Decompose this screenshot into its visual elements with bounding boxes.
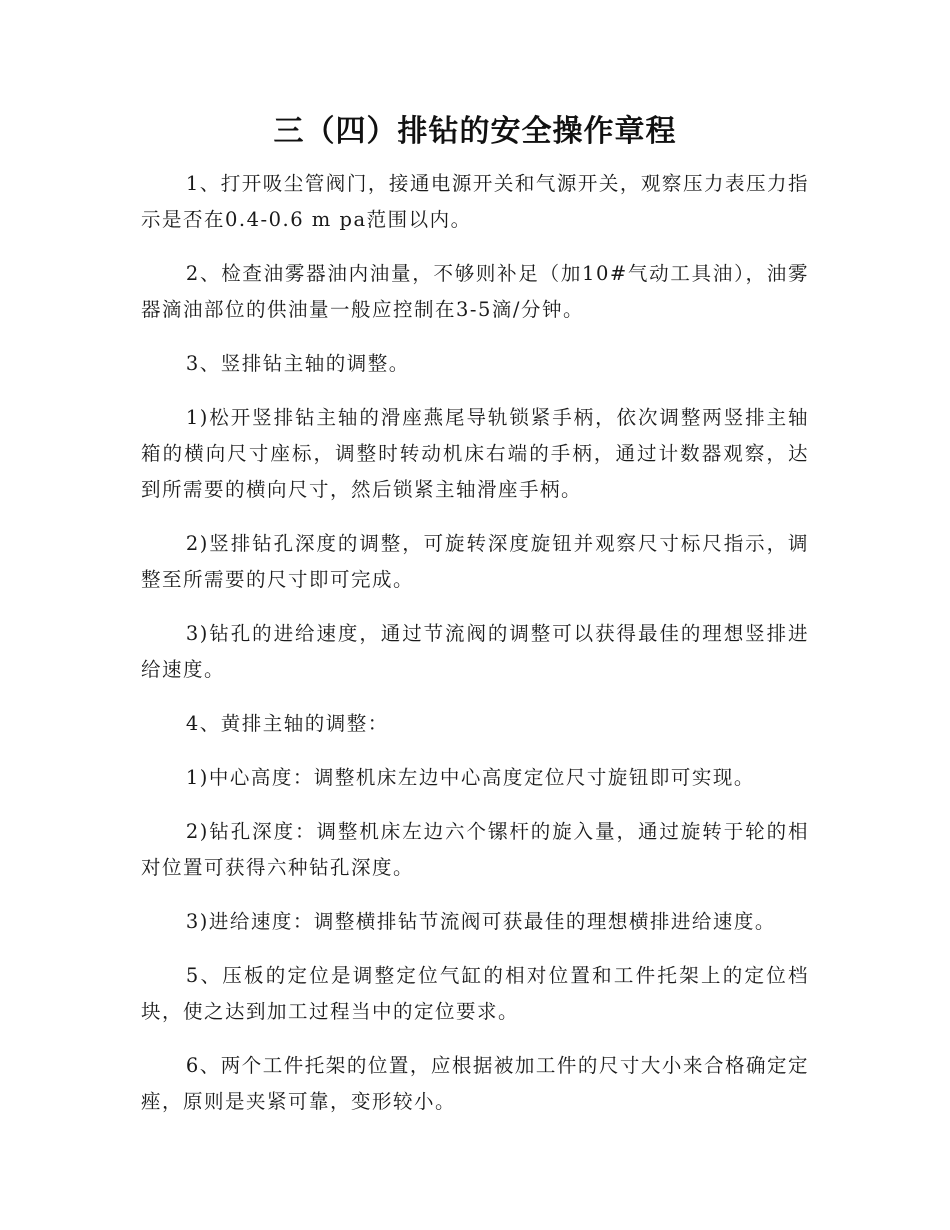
document-body [141,166,809,1138]
paragraph-4: 1)松开竖排钻主轴的滑座燕尾导轨锁紧手柄，依次调整两竖排主轴箱的横向尺寸座标，调整时转动机床右端的手柄，通过计数器观察，达到所需要的横向尺寸，然后锁紧主轴滑座手柄。 [141,406,809,501]
paragraph-9: 2)钻孔深度：调整机床左边六个镙杆的旋入量，通过旋转于轮的相对位置可获得六种钻孔深度。 [141,820,809,879]
paragraph-7: 4、黄排主轴的调整： [185,712,389,735]
paragraph-3: 3、竖排钻主轴的调整。 [185,352,410,375]
paragraph-5: 2)竖排钻孔深度的调整，可旋转深度旋钮并观察尺寸标尺指示，调整至所需要的尺寸即可完成。 [141,532,809,591]
paragraph-6: 3)钻孔的进给速度，通过节流阀的调整可以获得最佳的理想竖排进给速度。 [141,622,809,681]
paragraph-1: 1、打开吸尘管阀门，接通电源开关和气源开关，观察压力表压力指示是否在0.4-0.6 m pa范围以内。 [141,172,809,231]
paragraph-11: 5、压板的定位是调整定位气缸的相对位置和工件托架上的定位档块，使之达到加工过程当中的定位要求。 [141,964,809,1023]
paragraph-12: 6、两个工件托架的位置，应根据被加工件的尺寸大小来合格确定定痤，原则是夹紧可靠，变形较小。 [141,1054,809,1113]
document-title: 三（四）排钻的安全操作章程 [273,114,677,149]
paragraph-2: 2、检查油雾器油内油量，不够则补足（加10#气动工具油），油雾器滴油部位的供油量一般应控制在3-5滴/分钟。 [141,262,809,321]
paragraph-8: 1)中心高度：调整机床左边中心高度定位尺寸旋钮即可实现。 [185,766,755,789]
paragraph-10: 3)进给速度：调整横排钻节流阀可获最佳的理想横排进给速度。 [185,910,776,933]
